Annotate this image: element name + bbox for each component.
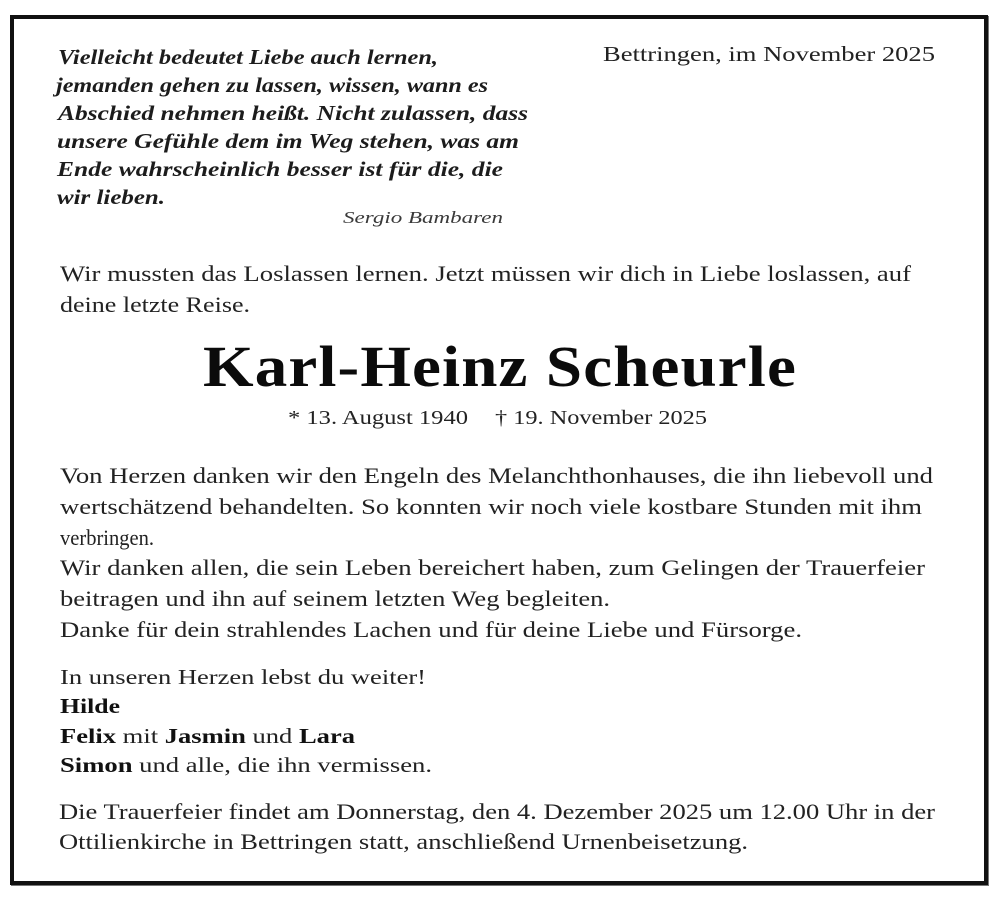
quote-line: wir lieben. bbox=[57, 185, 165, 209]
family-member-name: Felix bbox=[60, 724, 117, 748]
thanks-line: Wir danken allen, die sein Leben bereichert haben, zum Gelingen der Trauerfeier bbox=[60, 555, 925, 580]
intro-line: Wir mussten das Loslassen lernen. Jetzt müssen wir dich in Liebe loslassen, auf bbox=[60, 261, 911, 286]
thanks-line: verbringen. bbox=[60, 525, 154, 550]
quote-line: unsere Gefühle dem im Weg stehen, was am bbox=[57, 129, 519, 153]
quote-line: Ende wahrscheinlich besser ist für die, die bbox=[57, 157, 503, 181]
service-line: Die Trauerfeier findet am Donnerstag, den 4. Dezember 2025 um 12.00 Uhr in der bbox=[59, 799, 935, 824]
intro-line: deine letzte Reise. bbox=[60, 292, 250, 317]
thanks-line: beitragen und ihn auf seinem letzten Weg begleiten. bbox=[60, 586, 610, 611]
birth-date: * 13. August 1940 bbox=[288, 407, 468, 429]
family-line bbox=[60, 696, 120, 717]
family-member-name: Hilde bbox=[60, 694, 120, 718]
family-line bbox=[60, 726, 355, 747]
family-separator: mit bbox=[116, 724, 165, 748]
quote-line: Vielleicht bedeutet Liebe auch lernen, bbox=[58, 45, 438, 69]
family-text: und alle, die ihn vermissen. bbox=[132, 753, 432, 777]
family-member-name: Simon bbox=[60, 753, 133, 777]
service-line: Ottilienkirche in Bettringen statt, anschließend Urnenbeisetzung. bbox=[59, 829, 748, 854]
quote-author: Sergio Bambaren bbox=[343, 208, 503, 227]
quote-line: Abschied nehmen heißt. Nicht zulassen, dass bbox=[58, 101, 528, 125]
death-date: † 19. November 2025 bbox=[495, 407, 707, 429]
family-separator: und bbox=[245, 724, 299, 748]
thanks-line: Danke für dein strahlendes Lachen und für deine Liebe und Fürsorge. bbox=[60, 617, 802, 642]
thanks-line: wertschätzend behandelten. So konnten wir noch viele kostbare Stunden mit ihm bbox=[60, 494, 922, 519]
closing-line: In unseren Herzen lebst du weiter! bbox=[60, 665, 426, 689]
family-member-name: Lara bbox=[298, 724, 355, 748]
quote-line: jemanden gehen zu lassen, wissen, wann es bbox=[56, 73, 489, 97]
deceased-name: Karl-Heinz Scheurle bbox=[203, 334, 797, 399]
family-member-name: Jasmin bbox=[164, 724, 246, 748]
place-date: Bettringen, im November 2025 bbox=[603, 42, 935, 66]
family-line bbox=[60, 755, 432, 776]
thanks-line: Von Herzen danken wir den Engeln des Melanchthonhauses, die ihn liebevoll und bbox=[60, 463, 933, 488]
